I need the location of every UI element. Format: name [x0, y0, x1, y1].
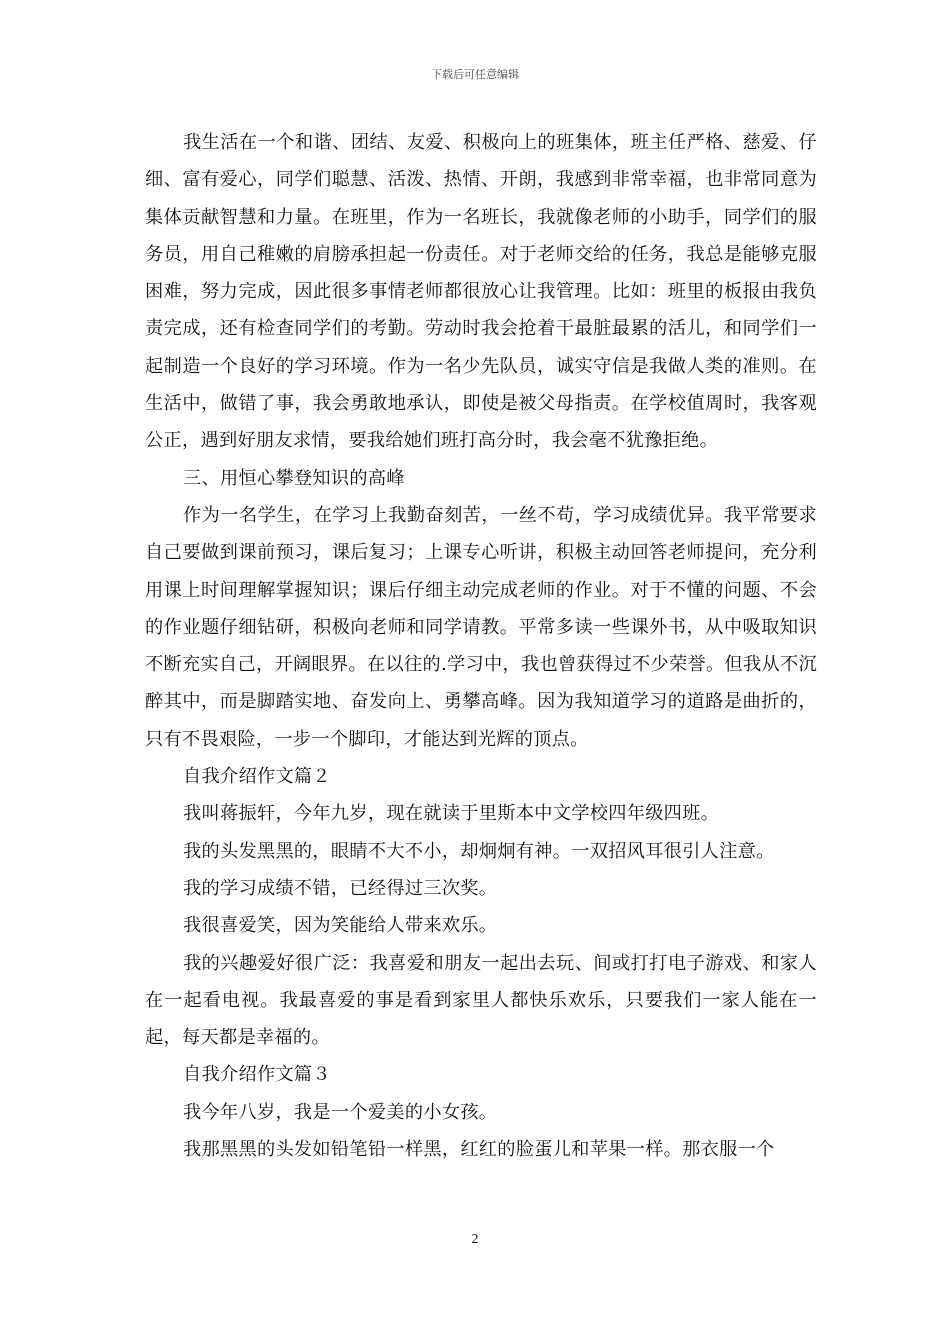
paragraph-study: 作为一名学生，在学习上我勤奋刻苦，一丝不苟，学习成绩优异。我平常要求自己要做到课前预习，课后复习；上课专心听讲，积极主动回答老师提问，充分利用课上时间理解掌握知识；课后仔细主动完成老师的作业。对于不懂的问题、不会的作业题仔细钻研，积极向老师和同学请教。平常多读一些课外书，从中吸取知识不断充实自己，开阔眼界。在以往的.学习中，我也曾获得过不少荣誉。但我从不沉醉其中，而是脚踏实地、奋发向上、勇攀高峰。因为我知道学习的道路是曲折的，只有不畏艰险，一步一个脚印，才能达到光辉的顶点。 — [145, 504, 817, 750]
paragraph-age-eight: 我今年八岁，我是一个爱美的小女孩。 — [183, 1101, 498, 1123]
essay-title-3: 自我介绍作文篇３ — [183, 1064, 331, 1086]
essay-title-2: 自我介绍作文篇２ — [183, 766, 331, 788]
paragraph-grades: 我的学习成绩不错，已经得过三次奖。 — [183, 877, 498, 899]
paragraph-appearance: 我的头发黑黑的，眼睛不大不小，却炯炯有神。一双招风耳很引人注意。 — [183, 840, 775, 862]
paragraph-class-life: 我生活在一个和谐、团结、友爱、积极向上的班集体，班主任严格、慈爱、仔细、富有爱心，同学们聪慧、活泼、热情、开朗，我感到非常幸福，也非常同意为集体贡献智慧和力量。在班里，作为一名班长，我就像老师的小助手，同学们的服务员，用自己稚嫩的肩膀承担起一份责任。对于老师交给的任务，我总是能够克服困难，努力完成，因此很多事情老师都很放心让我管理。比如：班里的板报由我负责完成，还有检查同学们的考勤。劳动时我会抢着干最脏最累的活儿，和同学们一起制造一个良好的学习环境。作为一名少先队员，诚实守信是我做人类的准则。在生活中，做错了事，我会勇敢地承认，即使是被父母指责。在学校值周时，我客观公正，遇到好朋友求情，要我给她们班打高分时，我会毫不犹豫拒绝。 — [145, 132, 817, 452]
paragraph-hair: 我那黑黑的头发如铅笔铅一样黑，红红的脸蛋儿和苹果一样。那衣服一个 — [183, 1139, 775, 1161]
paragraph-name-age: 我叫蒋振轩，今年九岁，现在就读于里斯本中文学校四年级四班。 — [183, 803, 720, 825]
page-number: 2 — [471, 1232, 479, 1247]
paragraph-hobbies: 我的兴趣爱好很广泛：我喜爱和朋友一起出去玩、间或打打电子游戏、和家人在一起看电视。我最喜爱的事是看到家里人都快乐欢乐，只要我们一家人能在一起，每天都是幸福的。 — [145, 952, 817, 1049]
page-header: 下载后可任意编辑 — [431, 68, 519, 81]
document-body — [145, 124, 817, 1168]
paragraph-laugh: 我很喜爱笑，因为笑能给人带来欢乐。 — [183, 915, 498, 937]
section-heading-knowledge: 三、用恒心攀登知识的高峰 — [183, 467, 405, 489]
